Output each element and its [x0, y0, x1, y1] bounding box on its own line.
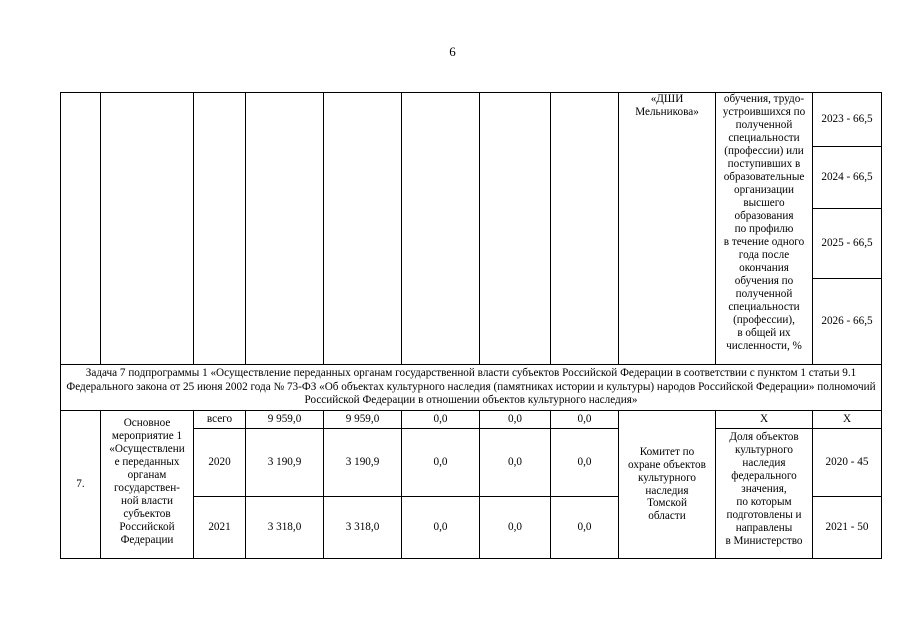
other-cell: 0,0: [551, 429, 619, 497]
total-cell: 9 959,0: [246, 411, 324, 429]
continued-row: [61, 93, 882, 147]
indicator-value-2021: 2021 - 50: [813, 497, 882, 559]
executor-cell: «ДШИ Мельникова»: [619, 93, 716, 365]
local-cell: 0,0: [480, 497, 551, 559]
cell-empty: [480, 93, 551, 365]
indicator-value-2026: 2026 - 66,5: [813, 279, 882, 365]
cell-empty: [194, 93, 246, 365]
cell-empty: [101, 93, 194, 365]
indicator-cell: обучения, трудо- устроившихся по полученной специальности (профессии) или поступивших в образовательные организации высшего образования по профилю в течение одного года после окончания обучения по полученной специальности (профессии), в общей их численности, %: [716, 93, 813, 365]
page-number: 6: [449, 44, 456, 59]
indicator-value-2023: 2023 - 66,5: [813, 93, 882, 147]
table-row: [61, 411, 882, 429]
cell-empty: [61, 93, 101, 365]
cell-empty: [246, 93, 324, 365]
year-cell: 2020: [194, 429, 246, 497]
year-cell: 2021: [194, 497, 246, 559]
federal-cell: 3 318,0: [324, 497, 402, 559]
regional-cell: 0,0: [402, 497, 480, 559]
plan-x-cell: Х: [813, 411, 882, 429]
other-cell: 0,0: [551, 411, 619, 429]
indicator-cell: Доля объектов культурного наследия федерального значения, по которым подготовлены и направлены в Министерство: [716, 429, 813, 559]
indicator-value-2024: 2024 - 66,5: [813, 147, 882, 209]
indicator-value-2025: 2025 - 66,5: [813, 209, 882, 279]
regional-cell: 0,0: [402, 429, 480, 497]
cell-empty: [551, 93, 619, 365]
task-heading: Задача 7 подпрограммы 1 «Осуществление переданных органам государственной власти субъектов Российской Федерации в соответствии с пунктом 1 статьи 9.1 Федерального закона от 25 июня 2002 года № 73-ФЗ «Об объектах культурного наследия (памятниках истории и культуры) народов Российской Федерации» полномочий Российской Федерации в отношении объектов культурного наследия»: [61, 365, 882, 411]
federal-cell: 3 190,9: [324, 429, 402, 497]
regional-cell: 0,0: [402, 411, 480, 429]
local-cell: 0,0: [480, 429, 551, 497]
local-cell: 0,0: [480, 411, 551, 429]
executor-cell: Комитет по охране объектов культурного наследия Томской области: [619, 411, 716, 559]
total-cell: 3 318,0: [246, 497, 324, 559]
cell-empty: [402, 93, 480, 365]
cell-empty: [324, 93, 402, 365]
row-number: 7.: [61, 411, 101, 559]
program-table: [60, 92, 882, 559]
indicator-x-cell: Х: [716, 411, 813, 429]
measure-name: Основное мероприятие 1 «Осуществлени е переданных органам государствен- ной власти субъектов Российской Федерации: [101, 411, 194, 559]
indicator-value-2020: 2020 - 45: [813, 429, 882, 497]
total-cell: 3 190,9: [246, 429, 324, 497]
other-cell: 0,0: [551, 497, 619, 559]
year-cell: всего: [194, 411, 246, 429]
federal-cell: 9 959,0: [324, 411, 402, 429]
